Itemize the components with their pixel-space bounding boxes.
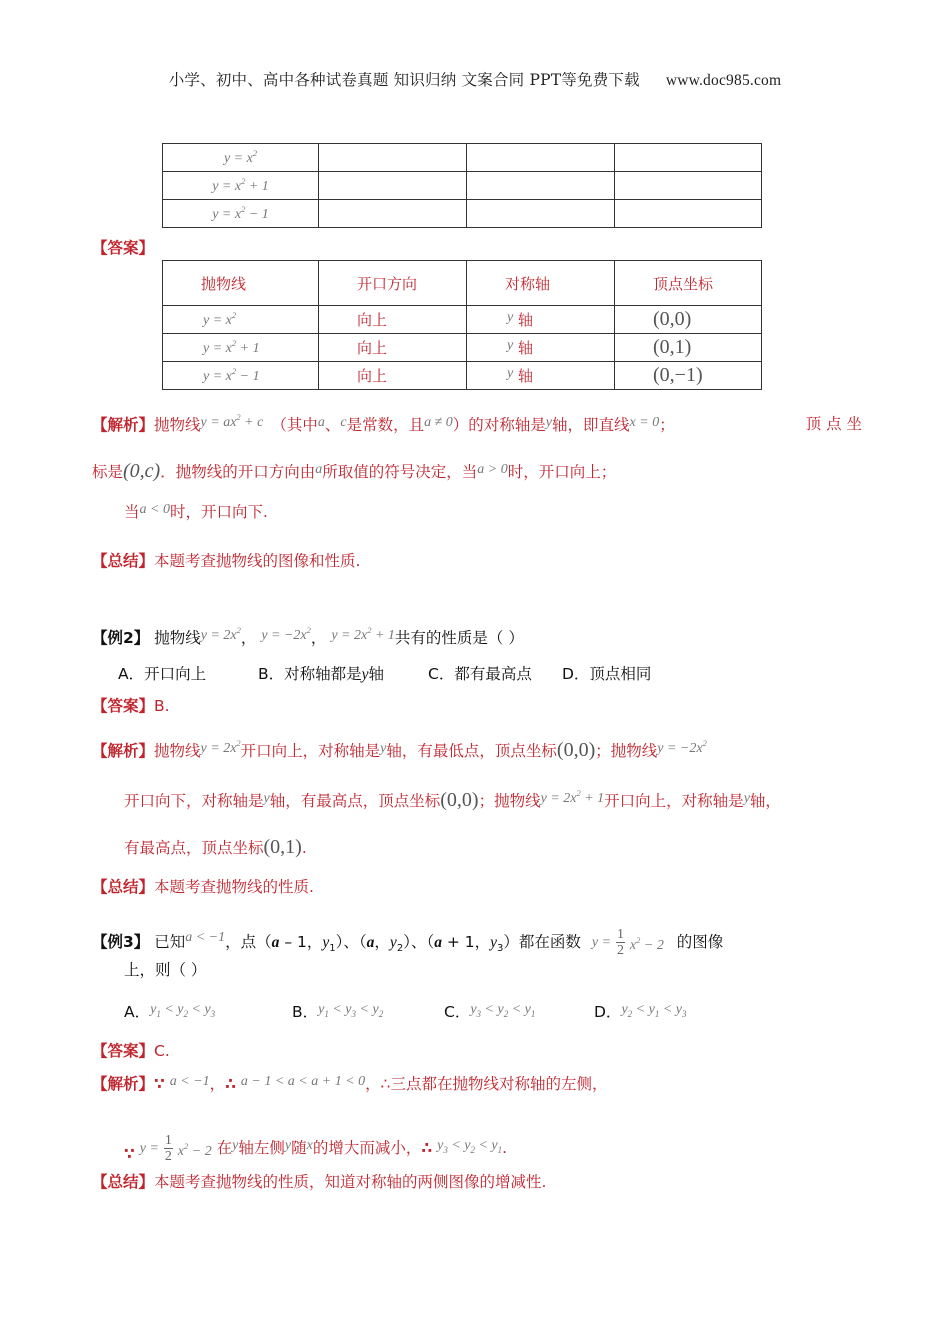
fraction: $\frac{1}{2}$ <box>616 927 624 958</box>
equation: $y = x^2$ <box>223 148 258 166</box>
ex1-summary: 【总结】本题考查抛物线的图像和性质. <box>92 552 361 570</box>
table-row <box>163 144 762 172</box>
equation: $y = -2x^2$ <box>261 625 311 643</box>
equation: $y = 2x^2$ <box>200 625 241 643</box>
ex2-analysis-line1: 【解析】抛物线$y = 2x^2$开口向上，对称轴是y轴，有最低点，顶点坐标(0,0)；抛物线$y = -2x^2$ <box>92 738 707 761</box>
table-row <box>163 334 762 362</box>
equation: $y = 2x^2 + 1$ <box>331 625 395 643</box>
direction-cell: 向上 <box>319 362 467 390</box>
header-url[interactable]: www.doc985.com <box>665 72 782 89</box>
table-row <box>163 362 762 390</box>
vertex-cell: (0,0) <box>615 306 762 334</box>
table-row <box>163 306 762 334</box>
axis-cell: y 轴 <box>467 362 615 390</box>
answer-table <box>162 260 762 390</box>
option-b[interactable]: B．$y_1 < y_3 < y_2$ <box>292 1002 384 1021</box>
option-a[interactable]: A．开口向上 <box>118 665 207 683</box>
ex3-question-line1: 【例3】 已知a < −1，点（a – 1，$y_1$）、（a，$y_2$）、（a + 1，$y_3$）都在函数 y = $\frac{1}{2}$ $x^2 - 2$ 的图像 <box>92 927 724 958</box>
equation: $x^2 - 2$ <box>629 934 664 953</box>
vertex-cell: (0,1) <box>615 334 762 362</box>
option-d[interactable]: D．顶点相同 <box>562 665 652 683</box>
ex2-analysis-line2: 开口向下，对称轴是y轴，有最高点，顶点坐标(0,0)；抛物线$y = 2x^2 + 1$开口向上，对称轴是y轴， <box>124 788 781 811</box>
header-cell: 顶点坐标 <box>615 261 762 306</box>
exercise-table <box>162 143 762 228</box>
ex1-analysis-line1: 【解析】抛物线$y = ax^2 + c$ （其中a、c是常数，且a ≠ 0）的对称轴是y轴，即直线x = 0； 顶 点 坐 <box>92 412 862 434</box>
header-cell: 抛物线 <box>163 261 319 306</box>
vertex-cell: (0,−1) <box>615 362 762 390</box>
equation: $y = x^2 - 1$ <box>212 204 269 222</box>
ex3-answer: 【答案】C. <box>92 1042 170 1060</box>
header-cell: 开口方向 <box>319 261 467 306</box>
ex3-summary: 【总结】本题考查抛物线的性质，知道对称轴的两侧图像的增减性. <box>92 1173 547 1191</box>
equation: $y = 2x^2 + 1$ <box>540 788 605 806</box>
option-b[interactable]: B．对称轴都是y轴 <box>258 665 385 683</box>
ex2-analysis-line3: 有最高点，顶点坐标(0,1). <box>124 836 307 858</box>
ex1-analysis-line2: 标是(0,c)．抛物线的开口方向由a所取值的符号决定，当a > 0时，开口向上； <box>92 460 617 482</box>
axis-cell: y 轴 <box>467 306 615 334</box>
ex3-analysis-line1: 【解析】∵ a < −1，∴ a − 1 < a < a + 1 < 0，∴三点都在抛物线对称轴的左侧， <box>92 1074 608 1093</box>
direction-cell: 向上 <box>319 334 467 362</box>
function-expr: y = $\frac{1}{2}$ $x^2 - 2$ <box>591 927 664 958</box>
ex2-question: 【例2】 抛物线$y = 2x^2$， $y = -2x^2$， $y = 2x^2 + 1$共有的性质是（ ） <box>92 625 524 647</box>
table-row <box>163 172 762 200</box>
equation: $y = -2x^2$ <box>657 738 707 756</box>
header-cell: 对称轴 <box>467 261 615 306</box>
option-a[interactable]: A．$y_1 < y_2 < y_3$ <box>124 1002 216 1021</box>
fraction: $\frac{1}{2}$ <box>164 1133 172 1164</box>
ex3-analysis-line2: ∵ y = $\frac{1}{2}$ $x^2 - 2$ 在y轴左侧y随x的增大而减小，∴ $y_3 < y_2 < y_1$. <box>124 1133 508 1164</box>
equation: $x^2 - 2$ <box>177 1140 212 1159</box>
option-c[interactable]: C．都有最高点 <box>428 665 532 683</box>
axis-cell: y 轴 <box>467 334 615 362</box>
ex3-options <box>124 1000 687 1022</box>
option-d[interactable]: D．$y_2 < y_1 < y_3$ <box>594 1002 687 1021</box>
ex2-answer: 【答案】B. <box>92 697 170 715</box>
ex2-summary: 【总结】本题考查抛物线的性质. <box>92 878 314 896</box>
ex1-analysis-line3: 当a < 0时，开口向下. <box>124 502 268 521</box>
function-expr: y = $\frac{1}{2}$ $x^2 - 2$ <box>139 1133 212 1164</box>
ex3-question-line2: 上，则（ ） <box>124 961 207 979</box>
equation: $y = x^2 + 1$ <box>212 176 269 194</box>
table-header-row <box>163 261 762 306</box>
equation: $y = 2x^2$ <box>200 738 241 756</box>
direction-cell: 向上 <box>319 306 467 334</box>
ex2-options <box>118 662 651 684</box>
equation: $y = x^2 - 1$ <box>203 366 260 384</box>
header-title: 小学、初中、高中各种试卷真题 知识归纳 文案合同 PPT等免费下载 <box>168 71 640 89</box>
equation: $y = ax^2 + c$ <box>200 412 264 430</box>
page-header <box>0 68 950 90</box>
option-c[interactable]: C．$y_3 < y_2 < y_1$ <box>444 1002 536 1021</box>
answer-label: 【答案】 <box>92 239 155 257</box>
table-row <box>163 200 762 228</box>
equation: $y = x^2 + 1$ <box>203 338 260 356</box>
equation: $y = x^2$ <box>203 310 237 328</box>
